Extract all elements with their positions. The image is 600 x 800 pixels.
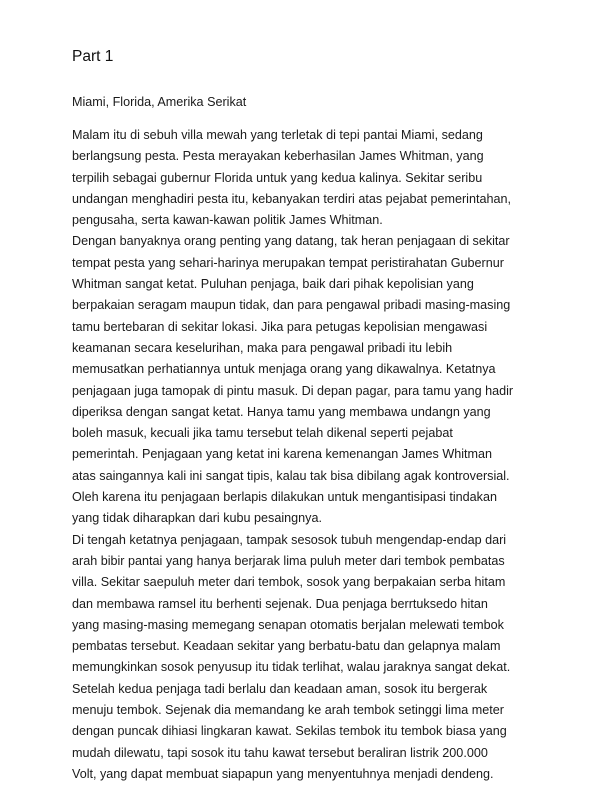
text-line: Dengan banyaknya orang penting yang datang, tak heran penjagaan di sekitar	[72, 234, 510, 249]
text-line: memungkinkan sosok penyusup itu tidak terlihat, walau jaraknya sangat dekat.	[72, 660, 511, 675]
text-line: mudah dilewatu, tapi sosok itu tahu kawat tersebut beraliran listrik 200.000	[72, 745, 488, 760]
text-line: tempat pesta yang sehari-harinya merupakan tempat peristirahatan Gubernur	[72, 255, 504, 270]
text-line: Volt, yang dapat membuat siapapun yang menyentuhnya menjadi dendeng.	[72, 766, 494, 781]
text-line: Setelah kedua penjaga tadi berlalu dan keadaan aman, sosok itu bergerak	[72, 681, 488, 696]
location-line: Miami, Florida, Amerika Serikat	[72, 95, 247, 109]
text-line: yang tidak diharapkan dari kubu pesaingnya.	[72, 511, 322, 526]
chapter-heading: Part 1	[72, 48, 114, 65]
text-line: berlangsung pesta. Pesta merayakan keberhasilan James Whitman, yang	[72, 149, 484, 164]
text-line: yang masing-masing memegang senapan otomatis berjalan melewati tembok	[72, 617, 504, 632]
text-line: pembatas tersebut. Keadaan sekitar yang berbatu-batu dan gelapnya malam	[72, 639, 501, 654]
text-line: pemerintah. Penjagaan yang ketat ini karena kemenangan James Whitman	[72, 447, 493, 462]
text-line: Whitman sangat ketat. Puluhan penjaga, baik dari pihak kepolisian yang	[72, 277, 474, 292]
text-line: undangan menghadiri pesta itu, kebanyakan terdiri atas pejabat pemerintahan,	[72, 191, 511, 206]
text-line: Oleh karena itu penjagaan berlapis dilakukan untuk mengantisipasi tindakan	[72, 490, 497, 505]
text-line: berpakaian seragam maupun tidak, dan para pengawal pribadi masing-masing	[72, 298, 511, 313]
text-line: Di tengah ketatnya penjagaan, tampak sesosok tubuh mengendap-endap dari	[72, 532, 507, 547]
text-line: dan membawa ramsel itu berhenti sejenak. Dua penjaga berrtuksedo hitan	[72, 596, 488, 611]
text-line: Malam itu di sebuh villa mewah yang terletak di tepi pantai Miami, sedang	[72, 128, 483, 142]
text-line: terpilih sebagai gubernur Florida untuk yang kedua kalinya. Sekitar seribu	[72, 170, 483, 185]
text-line: tamu bertebaran di sekitar lokasi. Jika para petugas kepolisian mengawasi	[72, 319, 488, 334]
body-text	[72, 125, 542, 785]
text-line: penjagaan juga tamopak di pintu masuk. Di depan pagar, para tamu yang hadir	[72, 383, 514, 398]
text-line: atas saingannya kali ini sangat tipis, kalau tak bisa dibilang agak kontroversial.	[72, 468, 510, 483]
text-line: pengusaha, serta kawan-kawan politik James Whitman.	[72, 213, 383, 228]
text-line: keamanan secara keselurihan, maka para pengawal pribadi itu lebih	[72, 340, 453, 355]
text-line: dengan puncak dihiasi lingkaran kawat. Sekilas tembok itu tembok biasa yang	[72, 724, 507, 739]
text-line: boleh masuk, kecuali jika tamu tersebut telah dikenal seperti pejabat	[72, 426, 453, 441]
text-line: memusatkan perhatiannya untuk menjaga orang yang dikawalnya. Ketatnya	[72, 362, 496, 377]
text-line: menuju tembok. Sejenak dia memandang ke arah tembok setinggi lima meter	[72, 703, 504, 718]
text-line: villa. Sekitar saepuluh meter dari tembok, sosok yang berpakaian serba hitam	[72, 575, 506, 590]
text-line: diperiksa dengan sangat ketat. Hanya tamu yang membawa undangn yang	[72, 404, 491, 419]
text-line: arah bibir pantai yang hanya berjarak lima puluh meter dari tembok pembatas	[72, 553, 505, 568]
